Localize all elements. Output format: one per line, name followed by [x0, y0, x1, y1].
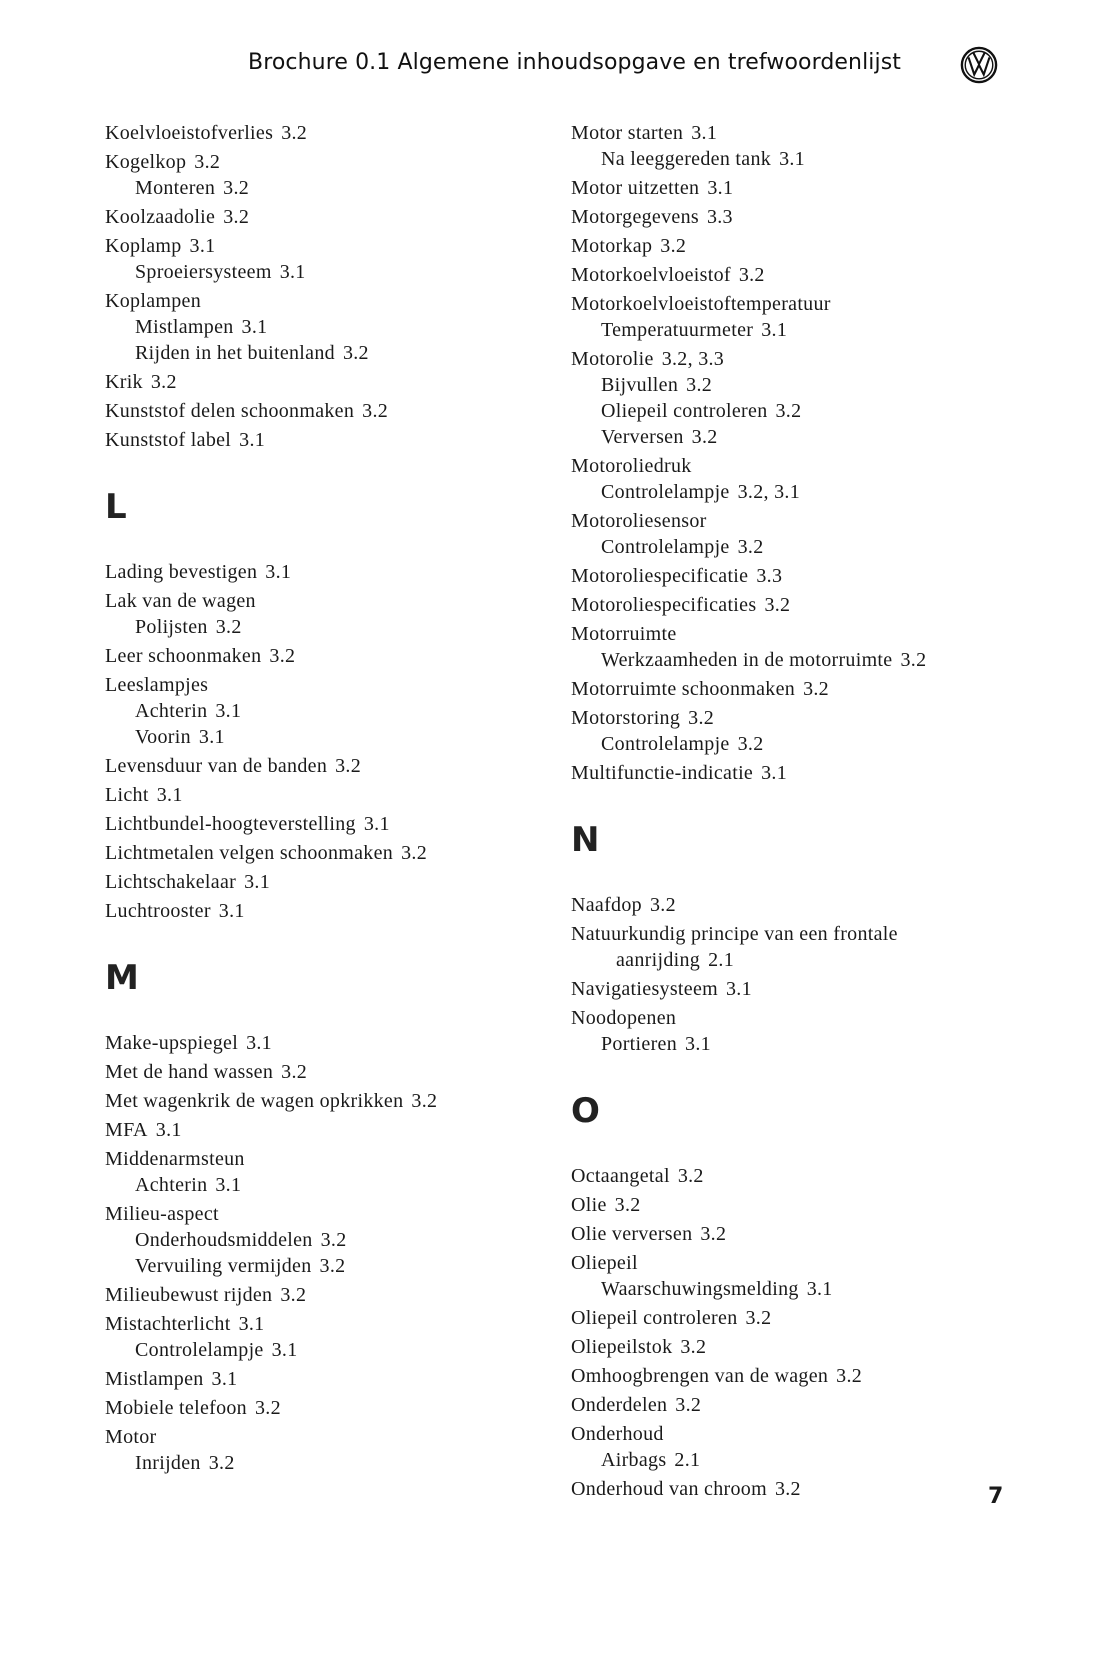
entry-term: Vervuiling vermijden — [135, 1255, 312, 1277]
index-entry — [571, 1221, 1011, 1247]
entry-reference: 3.2 — [764, 594, 791, 616]
index-subentry — [571, 424, 1011, 450]
entry-term: Oliepeil — [571, 1252, 638, 1274]
entry-reference: 3.2 — [215, 616, 242, 638]
entry-reference: 3.2 — [737, 733, 764, 755]
entry-reference: 3.2 — [254, 1397, 281, 1419]
index-entry — [571, 1392, 1011, 1418]
entry-reference: 3.2 — [411, 1090, 438, 1112]
entry-term: Motorruimte schoonmaken — [571, 678, 796, 700]
index-subentry — [571, 647, 1011, 673]
index-entry — [571, 453, 1011, 479]
entry-reference: 3.2 — [319, 1255, 346, 1277]
entry-term: Met wagenkrik de wagen opkrikken — [105, 1090, 404, 1112]
index-entry — [105, 149, 545, 175]
index-subentry — [571, 1447, 1011, 1473]
entry-term: Verversen — [601, 426, 684, 448]
entry-reference: 3.1 — [691, 122, 718, 144]
entry-reference: 3.1 — [215, 700, 242, 722]
section-letter: O — [571, 1091, 600, 1131]
index-entry — [105, 898, 545, 924]
entry-reference: 3.2 — [675, 1394, 702, 1416]
index-subentry — [571, 146, 1011, 172]
entry-term: Motor — [105, 1426, 157, 1448]
entry-reference: 3.2 — [774, 1478, 801, 1500]
entry-term: Natuurkundig principe van een frontale — [571, 923, 898, 945]
index-entry — [105, 1366, 545, 1392]
entry-term: Onderhoudsmiddelen — [135, 1229, 313, 1251]
index-entry — [571, 1163, 1011, 1189]
index-entry — [105, 1117, 545, 1143]
index-subentry — [105, 1253, 545, 1279]
entry-reference: 3.3 — [706, 206, 733, 228]
entry-term: Motorgegevens — [571, 206, 699, 228]
index-entry — [571, 705, 1011, 731]
entry-reference: 3.1 — [239, 429, 266, 451]
index-column-right — [571, 117, 1011, 1502]
entry-term: Portieren — [601, 1033, 678, 1055]
entry-term: Mistachterlicht — [105, 1313, 231, 1335]
index-subentry — [571, 479, 1011, 505]
index-entry — [105, 1311, 545, 1337]
entry-reference: 3.1 — [244, 871, 270, 893]
entry-term: Lichtschakelaar — [105, 871, 237, 893]
entry-reference: 3.1 — [246, 1032, 272, 1054]
entry-reference: 3.2 — [280, 1284, 307, 1306]
entry-reference: 3.2 — [688, 707, 715, 729]
index-entry — [571, 1363, 1011, 1389]
index-entry — [571, 892, 1011, 918]
entry-term: Kunststof label — [105, 429, 232, 451]
section-letter: N — [571, 820, 600, 860]
entry-term: Lading bevestigen — [105, 561, 258, 583]
entry-term: Krik — [105, 371, 143, 393]
entry-term: Motoroliedruk — [571, 455, 692, 477]
entry-reference: 3.1 — [238, 1313, 265, 1335]
index-entry — [105, 588, 545, 614]
index-subentry — [571, 731, 1011, 757]
entry-reference: 3.1 — [707, 177, 734, 199]
vw-logo-icon — [960, 46, 998, 84]
entry-reference: 3.1 — [761, 762, 788, 784]
entry-reference: 3.1 — [156, 784, 183, 806]
entry-term: Middenarmsteun — [105, 1148, 245, 1170]
entry-term: Motorkap — [571, 235, 653, 257]
index-entry — [571, 204, 1011, 230]
entry-term: Make-upspiegel — [105, 1032, 239, 1054]
entry-reference: 3.2 — [836, 1365, 863, 1387]
page-header-title: Brochure 0.1 Algemene inhoudsopgave en trefwoordenlijst — [248, 50, 902, 75]
entry-reference: 3.2 — [738, 264, 765, 286]
entry-term: Monteren — [135, 177, 216, 199]
entry-term: Noodopenen — [571, 1007, 677, 1029]
index-entry — [105, 1201, 545, 1227]
entry-term: Lak van de wagen — [105, 590, 256, 612]
entry-reference: 3.1 — [271, 1339, 298, 1361]
entry-term: Kogelkop — [105, 151, 187, 173]
entry-reference: 3.2 — [401, 842, 427, 864]
entry-term: Mistlampen — [135, 316, 234, 338]
index-entry — [571, 1250, 1011, 1276]
index-entry — [105, 811, 545, 837]
entry-reference: 3.1 — [725, 978, 752, 1000]
entry-term-continued: aanrijding — [616, 949, 701, 971]
index-entry — [571, 1305, 1011, 1331]
entry-term: Navigatiesysteem — [571, 978, 718, 1000]
entry-reference: 3.2 — [614, 1194, 641, 1216]
index-entry — [105, 288, 545, 314]
index-entry — [571, 1192, 1011, 1218]
entry-term: Achterin — [135, 700, 208, 722]
entry-reference: 3.1 — [215, 1174, 242, 1196]
index-subentry — [571, 372, 1011, 398]
index-subentry — [571, 398, 1011, 424]
entry-term: Koelvloeistofverlies — [105, 122, 274, 144]
entry-term: Controlelampje — [135, 1339, 264, 1361]
entry-reference: 2.1 — [674, 1449, 701, 1471]
entry-reference: 3.1 — [155, 1119, 182, 1141]
index-subentry — [105, 259, 545, 285]
entry-reference: 3.1 — [279, 261, 306, 283]
entry-term: Licht — [105, 784, 149, 806]
entry-term: Kunststof delen schoonmaken — [105, 400, 355, 422]
entry-continuation — [571, 947, 1011, 973]
entry-reference: 3.2 — [691, 426, 718, 448]
entry-term: Lichtbundel-hoogteverstelling — [105, 813, 356, 835]
entry-term: Mistlampen — [105, 1368, 204, 1390]
entry-reference: 3.2 — [335, 755, 362, 777]
entry-term: Airbags — [601, 1449, 667, 1471]
index-subentry — [571, 1031, 1011, 1057]
index-subentry — [105, 698, 545, 724]
index-entry — [105, 643, 545, 669]
index-entry — [571, 291, 1011, 317]
entry-reference: 3.2 — [677, 1165, 704, 1187]
index-entry — [105, 1282, 545, 1308]
entry-reference: 3.2 — [281, 1061, 308, 1083]
index-subentry — [571, 1276, 1011, 1302]
entry-term: Omhoogbrengen van de wagen — [571, 1365, 829, 1387]
entry-term: Olie — [571, 1194, 607, 1216]
entry-term: Motor uitzetten — [571, 177, 700, 199]
entry-reference: 3.1 — [363, 813, 390, 835]
entry-reference: 3.1 — [779, 148, 805, 170]
index-entry — [571, 508, 1011, 534]
index-entry — [105, 840, 545, 866]
entry-term: Mobiele telefoon — [105, 1397, 247, 1419]
entry-reference: 3.2 — [281, 122, 308, 144]
entry-term: Motorstoring — [571, 707, 681, 729]
entry-term: Motorkoelvloeistoftemperatuur — [571, 293, 831, 315]
entry-term: Octaangetal — [571, 1165, 670, 1187]
index-entry — [105, 120, 545, 146]
entry-term: Rijden in het buitenland — [135, 342, 335, 364]
entry-term: Milieubewust rijden — [105, 1284, 273, 1306]
index-entry — [105, 233, 545, 259]
entry-term: Multifunctie-indicatie — [571, 762, 754, 784]
entry-reference: 3.2 — [362, 400, 389, 422]
entry-term: Levensduur van de banden — [105, 755, 328, 777]
entry-reference: 3.1 — [189, 235, 216, 257]
entry-term: Met de hand wassen — [105, 1061, 274, 1083]
index-entry — [571, 921, 1011, 973]
entry-reference: 3.1 — [241, 316, 268, 338]
entry-reference: 3.2 — [680, 1336, 707, 1358]
entry-term: Koolzaadolie — [105, 206, 216, 228]
index-entry — [105, 369, 545, 395]
index-entry — [571, 262, 1011, 288]
entry-reference: 3.2 — [320, 1229, 347, 1251]
entry-term: Olie verversen — [571, 1223, 693, 1245]
entry-reference: 3.2 — [745, 1307, 772, 1329]
entry-reference: 3.1 — [806, 1278, 833, 1300]
index-subentry — [105, 340, 545, 366]
entry-term: Temperatuurmeter — [601, 319, 754, 341]
entry-term: Achterin — [135, 1174, 208, 1196]
index-column-left — [105, 117, 545, 1476]
entry-reference: 3.2, 3.1 — [737, 481, 801, 503]
index-entry — [105, 672, 545, 698]
entry-reference: 2.1 — [708, 949, 734, 971]
entry-term: Koplampen — [105, 290, 202, 312]
index-subentry — [571, 534, 1011, 560]
entry-reference: 3.2 — [900, 649, 927, 671]
index-entry — [571, 120, 1011, 146]
entry-term: Inrijden — [135, 1452, 201, 1474]
entry-term: Oliepeil controleren — [601, 400, 768, 422]
entry-term: Bijvullen — [601, 374, 679, 396]
entry-reference: 3.1 — [211, 1368, 238, 1390]
index-subentry — [105, 314, 545, 340]
entry-reference: 3.2 — [223, 177, 250, 199]
index-entry — [105, 1146, 545, 1172]
page-number: 7 — [988, 1484, 1004, 1509]
index-subentry — [105, 1337, 545, 1363]
entry-term: Sproeiersysteem — [135, 261, 272, 283]
entry-reference: 3.2 — [208, 1452, 235, 1474]
index-entry — [571, 1476, 1011, 1502]
entry-term: Motorolie — [571, 348, 654, 370]
index-entry — [105, 1424, 545, 1450]
index-subentry — [105, 1450, 545, 1476]
entry-reference: 3.2 — [342, 342, 369, 364]
index-entry — [571, 976, 1011, 1002]
entry-reference: 3.2 — [649, 894, 676, 916]
index-entry — [105, 869, 545, 895]
entry-term: Motoroliesensor — [571, 510, 707, 532]
index-entry — [571, 592, 1011, 618]
entry-term: Koplamp — [105, 235, 182, 257]
entry-term: Onderhoud van chroom — [571, 1478, 767, 1500]
index-entry — [571, 1334, 1011, 1360]
index-entry — [571, 1005, 1011, 1031]
entry-reference: 3.2 — [700, 1223, 727, 1245]
index-entry — [105, 1059, 545, 1085]
index-subentry — [105, 614, 545, 640]
index-entry — [571, 760, 1011, 786]
index-entry — [105, 559, 545, 585]
entry-reference: 3.1 — [265, 561, 292, 583]
section-letter: M — [105, 958, 139, 998]
entry-reference: 3.2 — [686, 374, 713, 396]
entry-term: Onderdelen — [571, 1394, 668, 1416]
entry-term: Werkzaamheden in de motorruimte — [601, 649, 893, 671]
entry-term: Oliepeil controleren — [571, 1307, 738, 1329]
index-entry — [571, 621, 1011, 647]
entry-reference: 3.2 — [737, 536, 764, 558]
entry-term: Motorruimte — [571, 623, 677, 645]
entry-reference: 3.1 — [218, 900, 245, 922]
index-entry — [571, 1421, 1011, 1447]
entry-term: Waarschuwingsmelding — [601, 1278, 799, 1300]
index-subentry — [105, 175, 545, 201]
entry-reference: 3.2, 3.3 — [661, 348, 725, 370]
entry-term: Onderhoud — [571, 1423, 664, 1445]
index-entry — [105, 1030, 545, 1056]
entry-term: Milieu-aspect — [105, 1203, 219, 1225]
entry-reference: 3.1 — [761, 319, 788, 341]
index-subentry — [105, 724, 545, 750]
entry-term: Motorkoelvloeistof — [571, 264, 731, 286]
index-entry — [105, 1088, 545, 1114]
entry-reference: 3.1 — [198, 726, 225, 748]
index-entry — [571, 175, 1011, 201]
section-letter: L — [105, 487, 127, 527]
entry-term: Voorin — [135, 726, 191, 748]
index-subentry — [571, 317, 1011, 343]
index-subentry — [105, 1172, 545, 1198]
entry-term: Motor starten — [571, 122, 684, 144]
index-entry — [571, 233, 1011, 259]
index-entry — [105, 753, 545, 779]
index-entry — [571, 346, 1011, 372]
entry-reference: 3.2 — [223, 206, 250, 228]
entry-reference: 3.2 — [775, 400, 802, 422]
entry-term: Oliepeilstok — [571, 1336, 673, 1358]
entry-term: Controlelampje — [601, 733, 730, 755]
entry-reference: 3.1 — [685, 1033, 711, 1055]
entry-term: Leeslampjes — [105, 674, 209, 696]
entry-term: MFA — [105, 1119, 148, 1141]
entry-term: Lichtmetalen velgen schoonmaken — [105, 842, 394, 864]
entry-term: Motoroliespecificatie — [571, 565, 749, 587]
entry-reference: 3.2 — [660, 235, 687, 257]
entry-term: Naafdop — [571, 894, 642, 916]
entry-term: Polijsten — [135, 616, 208, 638]
entry-reference: 3.2 — [194, 151, 221, 173]
index-subentry — [105, 1227, 545, 1253]
entry-reference: 3.2 — [803, 678, 829, 700]
index-entry — [105, 782, 545, 808]
entry-reference: 3.2 — [150, 371, 177, 393]
index-entry — [571, 563, 1011, 589]
index-entry — [105, 427, 545, 453]
index-entry — [571, 676, 1011, 702]
entry-term: Na leeggereden tank — [601, 148, 772, 170]
index-entry — [105, 398, 545, 424]
entry-term: Controlelampje — [601, 536, 730, 558]
entry-term: Luchtrooster — [105, 900, 211, 922]
index-entry — [105, 204, 545, 230]
entry-term: Leer schoonmaken — [105, 645, 262, 667]
entry-term: Controlelampje — [601, 481, 730, 503]
index-entry — [105, 1395, 545, 1421]
entry-term: Motoroliespecificaties — [571, 594, 757, 616]
entry-reference: 3.2 — [269, 645, 296, 667]
entry-reference: 3.3 — [756, 565, 783, 587]
